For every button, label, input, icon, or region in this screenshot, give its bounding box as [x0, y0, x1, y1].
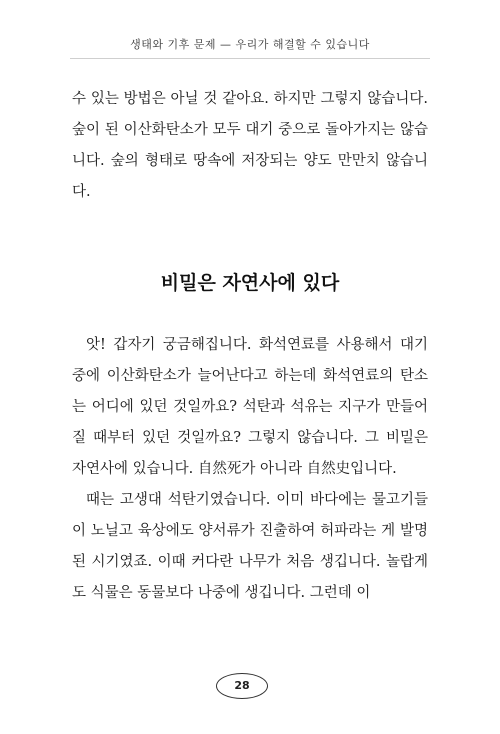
body-text-section: [72, 330, 428, 609]
paragraph-2: 때는 고생대 석탄기였습니다. 이미 바다에는 물고기들이 노닐고 육상에도 양서류가 진출하여 허파라는 게 발명된 시기였죠. 이때 커다란 나무가 처음 생깁니다. 놀랍게도 식물은 동물보다 나중에 생깁니다. 그런데 이: [72, 492, 428, 601]
continued-paragraph: 수 있는 방법은 아닐 것 같아요. 하지만 그렇지 않습니다. 숲이 된 이산화탄소가 모두 대기 중으로 돌아가지는 않습니다. 숲의 형태로 땅속에 저장되는 양도 만만치 않습니다.: [72, 91, 428, 200]
running-header: 생태와 기후 문제 — 우리가 해결할 수 있습니다: [130, 38, 370, 51]
body-text-top: [72, 84, 428, 208]
page-number: 28: [216, 673, 268, 699]
header-divider: [70, 58, 430, 59]
section-heading: 비밀은 자연사에 있다: [160, 272, 340, 294]
paragraph-1: 앗! 갑자기 궁금해집니다. 화석연료를 사용해서 대기 중에 이산화탄소가 늘어난다고 하는데 화석연료의 탄소는 어디에 있던 것일까요? 석탄과 석유는 지구가 만들어질 때부터 있던 것일까요? 그렇지 않습니다. 그 비밀은 자연사에 있습니다. 自然死가 아니라 自然史입니다.: [72, 337, 428, 477]
